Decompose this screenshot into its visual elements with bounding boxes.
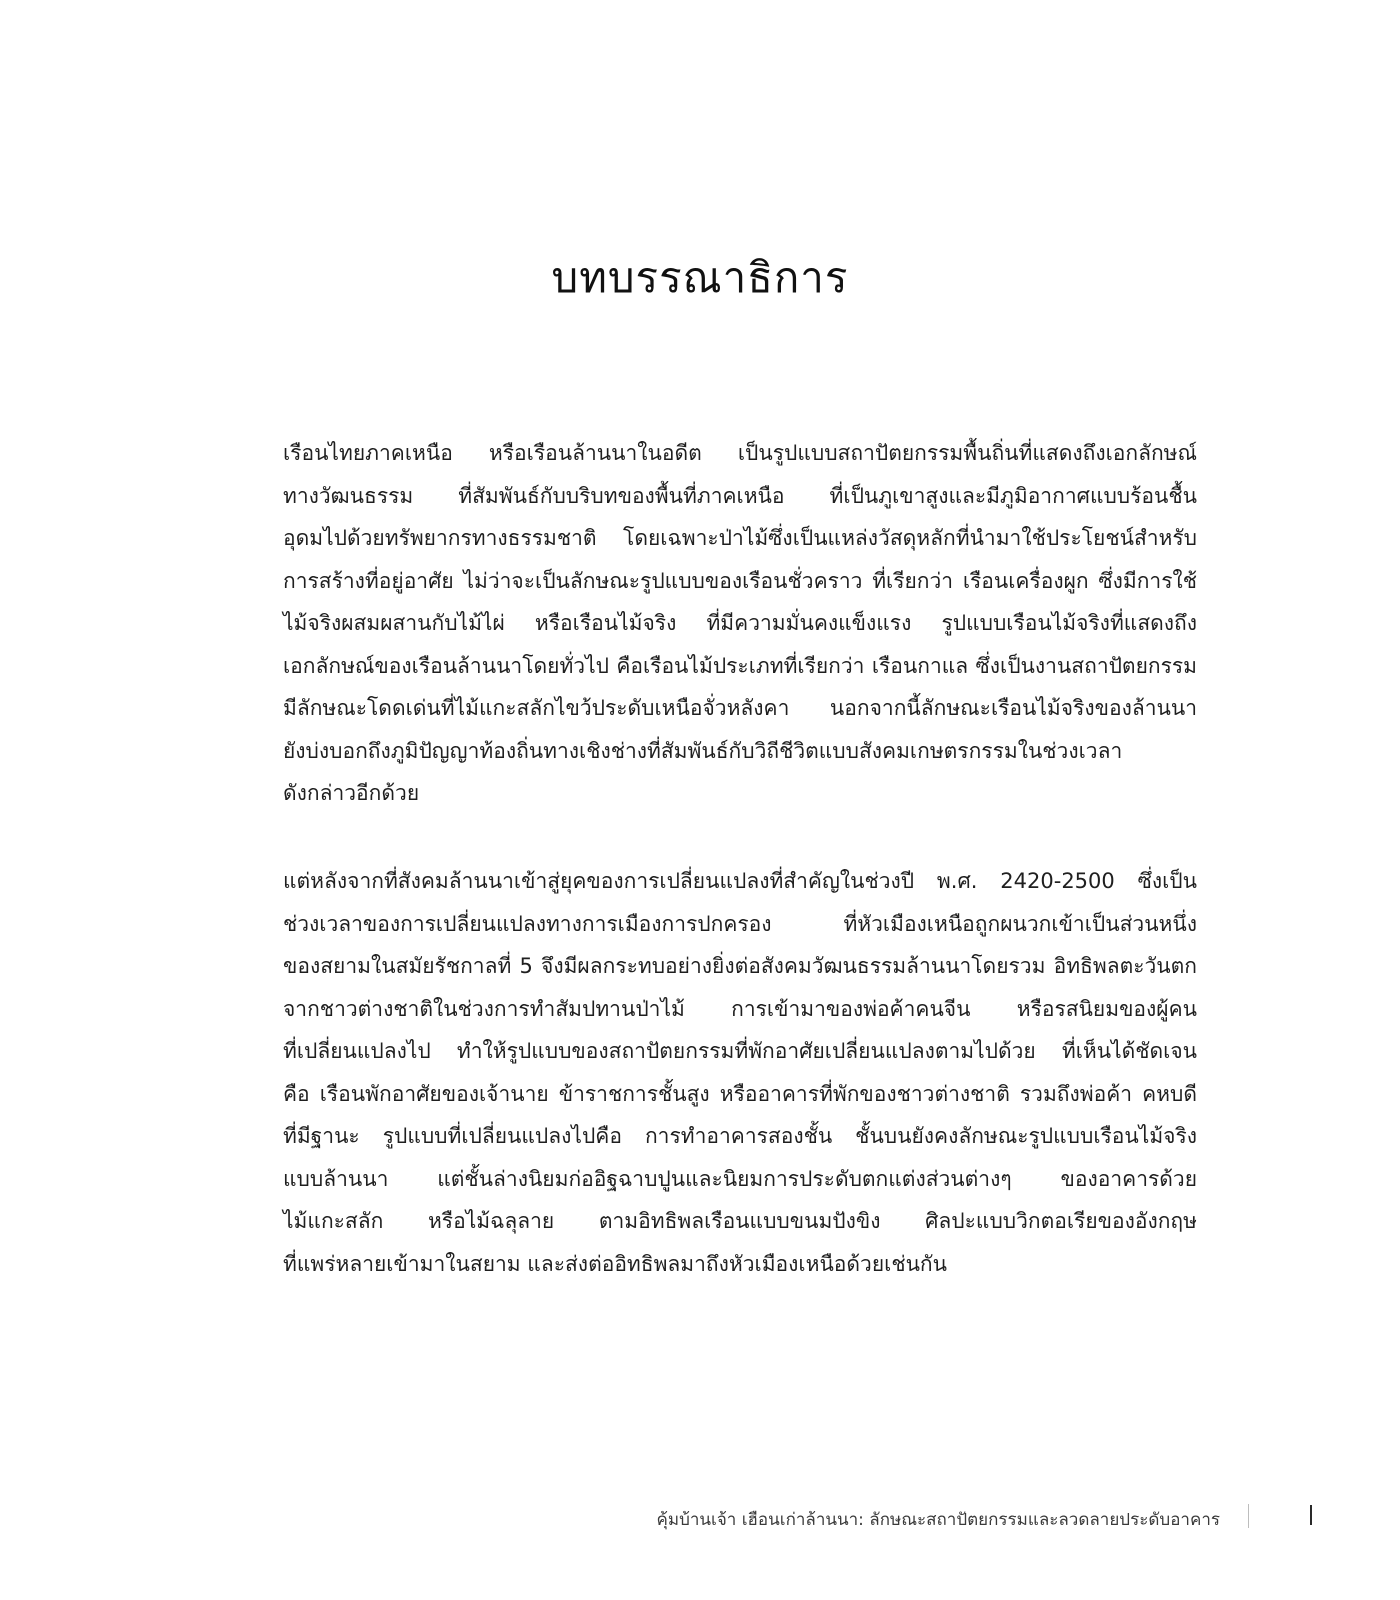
paragraph-2 <box>283 860 1197 1285</box>
paragraph-line: แบบล้านนา แต่ชั้นล่างนิยมก่ออิฐฉาบปูนและนิยมการประดับตกแต่งส่วนต่างๆ ของอาคารด้วย <box>283 1166 1197 1191</box>
paragraph-line: เอกลักษณ์ของเรือนล้านนาโดยทั่วไป คือเรือนไม้ประเภทที่เรียกว่า เรือนกาแล ซึ่งเป็นงานสถาปัตยกรรม <box>283 653 1197 678</box>
page-title: บทบรรณาธิการ <box>551 253 849 302</box>
paragraph-line: ดังกล่าวอีกด้วย <box>283 781 420 805</box>
paragraph-line: ของสยามในสมัยรัชกาลที่ 5 จึงมีผลกระทบอย่างยิ่งต่อสังคมวัฒนธรรมล้านนาโดยรวม อิทธิพลตะวันตก <box>283 954 1197 978</box>
paragraph-line: จากชาวต่างชาติในช่วงการทำสัมปทานป่าไม้ การเข้ามาของพ่อค้าคนจีน หรือรสนิยมของผู้คน <box>283 996 1197 1021</box>
paragraph-line: ไม้จริงผสมผสานกับไม้ไผ่ หรือเรือนไม้จริง ที่มีความมั่นคงแข็งแรง รูปแบบเรือนไม้จริงที่แสดงถึง <box>283 611 1197 635</box>
paragraph-line: แต่หลังจากที่สังคมล้านนาเข้าสู่ยุคของการเปลี่ยนแปลงที่สำคัญในช่วงปี พ.ศ. 2420-2500 ซึ่งเป็น <box>283 869 1197 893</box>
page-number-mark <box>1310 1505 1312 1525</box>
paragraph-line: เรือนไทยภาคเหนือ หรือเรือนล้านนาในอดีต เป็นรูปแบบสถาปัตยกรรมพื้นถิ่นที่แสดงถึงเอกลักษณ์ <box>283 441 1197 465</box>
footer-divider <box>1248 1504 1249 1528</box>
paragraph-1 <box>283 432 1197 815</box>
paragraph-line: ช่วงเวลาของการเปลี่ยนแปลงทางการเมืองการปกครอง ที่หัวเมืองเหนือถูกผนวกเข้าเป็นส่วนหนึ่ง <box>283 911 1197 936</box>
running-footer-title: คุ้มบ้านเจ้า เฮือนเก่าล้านนา: ลักษณะสถาปัตยกรรมและลวดลายประดับอาคาร <box>656 1510 1220 1530</box>
paragraph-line: มีลักษณะโดดเด่นที่ไม้แกะสลักไขว้ประดับเหนือจั่วหลังคา นอกจากนี้ลักษณะเรือนไม้จริงของล้านนา <box>283 696 1197 720</box>
paragraph-line: ที่มีฐานะ รูปแบบที่เปลี่ยนแปลงไปคือ การทำอาคารสองชั้น ชั้นบนยังคงลักษณะรูปแบบเรือนไม้จริง <box>283 1124 1197 1148</box>
paragraph-line: การสร้างที่อยู่อาศัย ไม่ว่าจะเป็นลักษณะรูปแบบของเรือนชั่วคราว ที่เรียกว่า เรือนเครื่องผูก ซึ่งมีการใช้ <box>283 568 1197 593</box>
paragraph-line: ที่แพร่หลายเข้ามาในสยาม และส่งต่ออิทธิพลมาถึงหัวเมืองเหนือด้วยเช่นกัน <box>283 1251 948 1276</box>
paragraph-line: ไม้แกะสลัก หรือไม้ฉลุลาย ตามอิทธิพลเรือนแบบขนมปังขิง ศิลปะแบบวิกตอเรียของอังกฤษ <box>283 1209 1197 1233</box>
paragraph-line: คือ เรือนพักอาศัยของเจ้านาย ข้าราชการชั้นสูง หรืออาคารที่พักของชาวต่างชาติ รวมถึงพ่อค้า คหบดี <box>283 1081 1197 1106</box>
paragraph-line: อุดมไปด้วยทรัพยากรทางธรรมชาติ โดยเฉพาะป่าไม้ซึ่งเป็นแหล่งวัสดุหลักที่นำมาใช้ประโยชน์สำหรับ <box>283 526 1197 550</box>
paragraph-line: ที่เปลี่ยนแปลงไป ทำให้รูปแบบของสถาปัตยกรรมที่พักอาศัยเปลี่ยนแปลงตามไปด้วย ที่เห็นได้ชัดเจน <box>283 1039 1197 1063</box>
paragraph-line: ยังบ่งบอกถึงภูมิปัญญาท้องถิ่นทางเชิงช่างที่สัมพันธ์กับวิถีชีวิตแบบสังคมเกษตรกรรมในช่วงเวลา <box>283 738 1123 763</box>
paragraph-line: ทางวัฒนธรรม ที่สัมพันธ์กับบริบทของพื้นที่ภาคเหนือ ที่เป็นภูเขาสูงและมีภูมิอากาศแบบร้อนชื้น <box>283 483 1197 508</box>
